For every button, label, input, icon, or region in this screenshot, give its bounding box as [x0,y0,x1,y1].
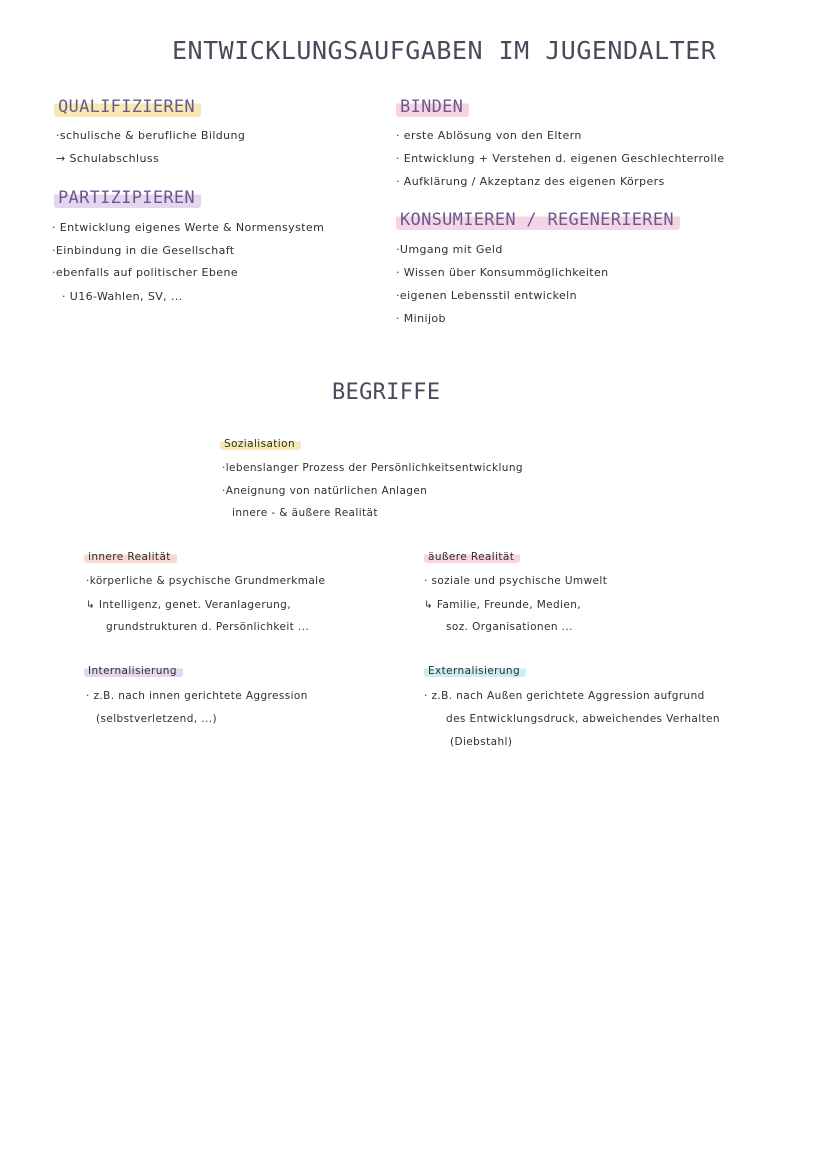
heading-text: PARTIZIPIEREN [54,187,201,208]
list-item: soz. Organisationen ... [446,621,573,633]
list-item: · z.B. nach Außen gerichtete Aggression aufgrund [424,690,705,702]
section-heading-partizipieren [54,188,201,208]
list-item: (Diebstahl) [450,736,513,748]
section-heading-konsumieren [396,210,680,230]
term-label: innere Realität [84,550,177,563]
term-label: Internalisierung [84,664,183,677]
heading-text: BINDEN [396,96,469,117]
heading-text: KONSUMIEREN / REGENERIEREN [396,209,680,230]
section-heading-begriffe: BEGRIFFE [332,380,441,405]
list-item: · Aufklärung / Akzeptanz des eigenen Körpers [396,175,665,188]
list-item: ·Umgang mit Geld [396,243,503,256]
list-item: innere - & äußere Realität [232,507,378,519]
term-label: Sozialisation [220,437,301,450]
list-item: · erste Ablösung von den Eltern [396,129,582,142]
list-item: ·schulische & berufliche Bildung [56,129,246,142]
list-item: · Entwicklung eigenes Werte & Normensystem [52,221,325,234]
list-item: (selbstverletzend, ...) [96,713,217,725]
list-item: ·ebenfalls auf politischer Ebene [52,266,238,279]
page-title: ENTWICKLUNGSAUFGABEN IM JUGENDALTER [172,36,717,65]
list-item: ↳ Familie, Freunde, Medien, [424,599,582,611]
list-item: ·lebenslanger Prozess der Persönlichkeitsentwicklung [222,462,523,474]
term-internalisierung [84,665,183,677]
list-item: → Schulabschluss [56,152,160,165]
term-label: äußere Realität [424,550,520,563]
list-item: grundstrukturen d. Persönlichkeit ... [106,621,310,633]
term-sozialisation [220,438,301,450]
list-item: · Minijob [396,312,446,325]
term-label: Externalisierung [424,664,526,677]
list-item: ↳ Intelligenz, genet. Veranlagerung, [86,599,291,611]
list-item: · Entwicklung + Verstehen d. eigenen Geschlechterrolle [396,152,725,165]
list-item: ·eigenen Lebensstil entwickeln [396,289,578,302]
term-innere-realitaet [84,551,177,563]
list-item: · soziale und psychische Umwelt [424,575,608,587]
section-heading-qualifizieren [54,97,201,117]
term-externalisierung [424,665,526,677]
list-item: ·Aneignung von natürlichen Anlagen [222,485,428,497]
list-item: ·Einbindung in die Gesellschaft [52,244,235,257]
list-item: · U16-Wahlen, SV, ... [62,290,183,303]
list-item: des Entwicklungsdruck, abweichendes Verhalten [446,713,720,725]
term-aeussere-realitaet [424,551,520,563]
heading-text: QUALIFIZIEREN [54,96,201,117]
list-item: · z.B. nach innen gerichtete Aggression [86,690,308,702]
list-item: ·körperliche & psychische Grundmerkmale [86,575,326,587]
section-heading-binden [396,97,469,117]
list-item: · Wissen über Konsummöglichkeiten [396,266,609,279]
